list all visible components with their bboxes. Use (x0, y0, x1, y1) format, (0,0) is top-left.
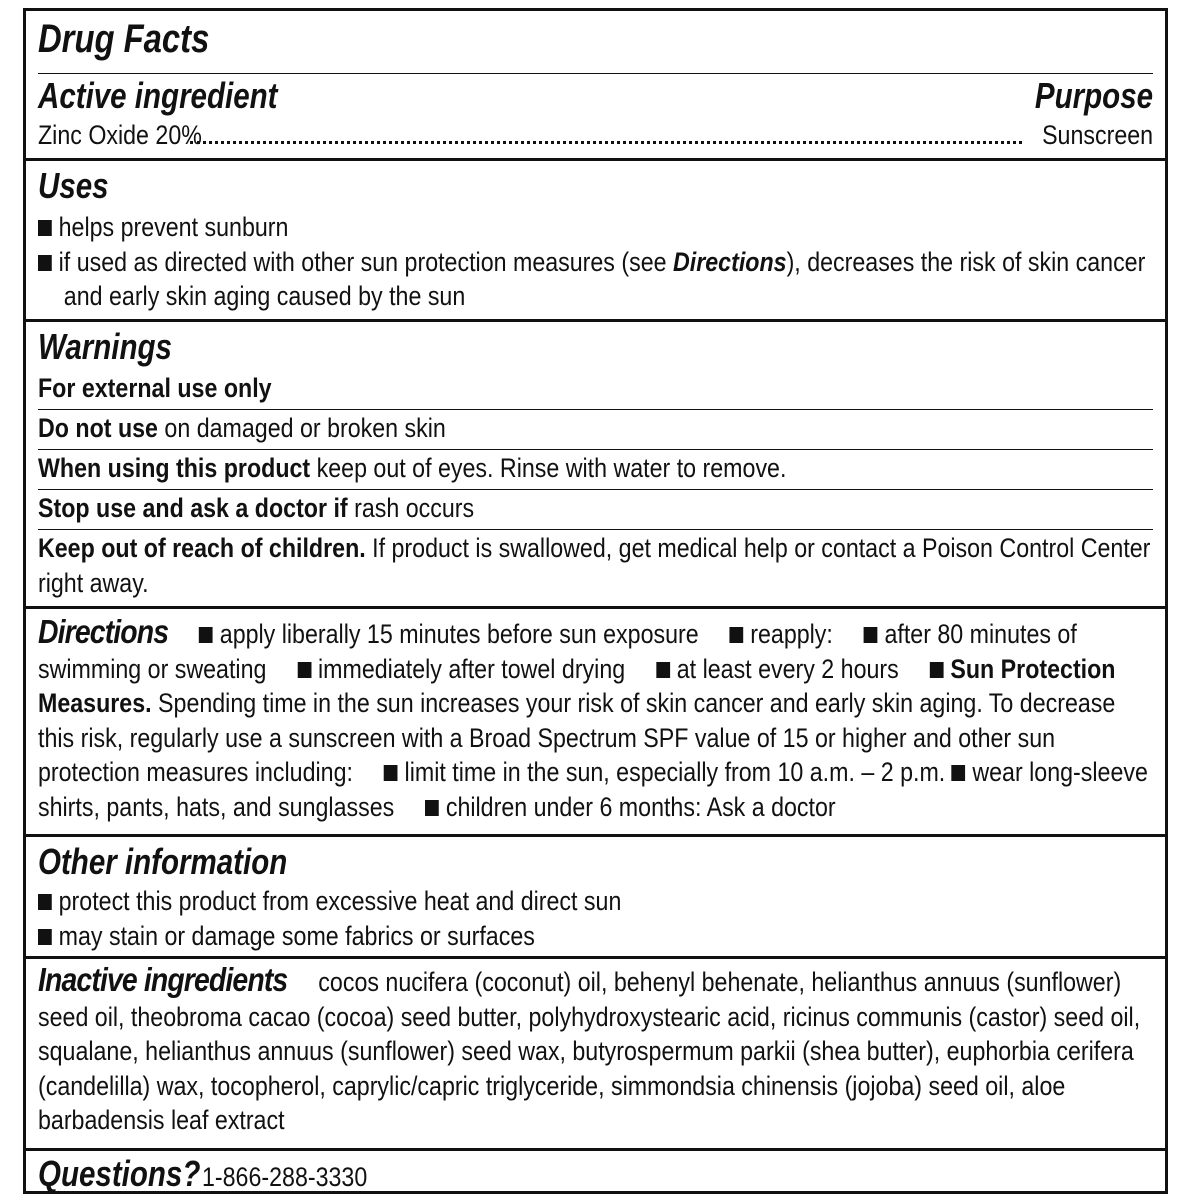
external-use-warning: For external use only (38, 373, 272, 403)
directions-text: Directions apply liberally 15 minutes before sun exposure reapply: after 80 minutes of swimming or sweating immediately after towel drying at least every 2 hours Sun Protection Measures. Spending time in the sun increases your risk of skin cancer and early skin aging. To decrease this risk, regularly use a sunscreen with a Broad Spectrum SPF value of 15 or higher and other sun protection measures including: limit time in the sun, especially from 10 a.m. – 2 p.m. wear long-sleeve shirts, pants, hats, and sunglasses children under 6 months: Ask a doctor (38, 613, 1148, 822)
active-ingredient-name: Zinc Oxide 20% (38, 120, 202, 150)
uses-heading: Uses (38, 165, 109, 206)
stop-use-warning: Stop use and ask a doctor if rash occurs (38, 493, 475, 523)
inactive-ingredients-text: Inactive ingredients cocos nucifera (coconut) oil, behenyl behenate, helianthus annuus (sunflower) seed oil, theobroma cacao (cocoa) seed butter, polyhydroxystearic acid, ricinus communis (castor) seed oil, squalane, helianthus annuus (sunflower) seed wax, butyrospermum parkii (shea butter), euphorbia cerifera (candelilla) wax, tocopherol, caprylic/capric triglyceride, simmondsia chinensis (jojoba) seed oil, aloe barbadensis leaf extract (38, 961, 1141, 1135)
warning-divider (38, 409, 1153, 410)
list-item: protect this product from excessive heat and direct sun (38, 884, 997, 919)
other-information-section (26, 834, 1165, 956)
bullet-square-icon (730, 627, 744, 643)
questions-section (26, 1148, 1165, 1194)
bullet-square-icon (38, 894, 52, 910)
bullet-square-icon (38, 929, 52, 945)
bullet-square-icon (199, 627, 213, 643)
inactive-ingredients-heading: Inactive ingredients (38, 961, 288, 998)
bullet-square-icon (656, 662, 670, 678)
list-item: if used as directed with other sun protection measures (see Directions), decreases the risk of skin cancer and early skin aging caused by the sun (38, 245, 1184, 314)
page-title: Drug Facts (38, 17, 210, 61)
warnings-section (26, 319, 1165, 606)
other-information-heading: Other information (38, 841, 288, 882)
bullet-square-icon (38, 255, 52, 271)
title-divider (38, 73, 1153, 74)
active-ingredient-purpose: Sunscreen (1041, 120, 1153, 150)
active-ingredient-heading: Active ingredient (38, 75, 278, 116)
bullet-square-icon (930, 662, 944, 678)
bullet-square-icon (38, 220, 52, 236)
warnings-heading: Warnings (38, 326, 172, 367)
questions-heading: Questions? (38, 1153, 201, 1194)
inactive-ingredients-section (26, 956, 1165, 1148)
purpose-heading: Purpose (1034, 75, 1153, 116)
list-item: helps prevent sunburn (38, 210, 997, 245)
bullet-square-icon (297, 662, 311, 678)
keep-out-of-reach-warning: Keep out of reach of children. If product is swallowed, get medical help or contact a Poison Control Center right away. (38, 533, 1151, 598)
when-using-warning: When using this product keep out of eyes. Rinse with water to remove. (38, 453, 787, 483)
bullet-square-icon (384, 765, 398, 781)
active-ingredient-section (26, 11, 1165, 158)
directions-heading: Directions (38, 613, 169, 650)
drug-facts-panel (23, 8, 1168, 1194)
bullet-square-icon (425, 800, 439, 816)
warning-divider (38, 529, 1153, 530)
list-item: may stain or damage some fabrics or surfaces (38, 919, 997, 954)
warning-divider (38, 449, 1153, 450)
warning-divider (38, 489, 1153, 490)
do-not-use-warning: Do not use on damaged or broken skin (38, 413, 446, 443)
questions-phone: 1-866-288-3330 (202, 1162, 368, 1192)
uses-section (26, 158, 1165, 319)
leader-dots (190, 140, 1022, 144)
bullet-square-icon (864, 627, 878, 643)
directions-section (26, 606, 1165, 834)
bullet-square-icon (952, 765, 966, 781)
